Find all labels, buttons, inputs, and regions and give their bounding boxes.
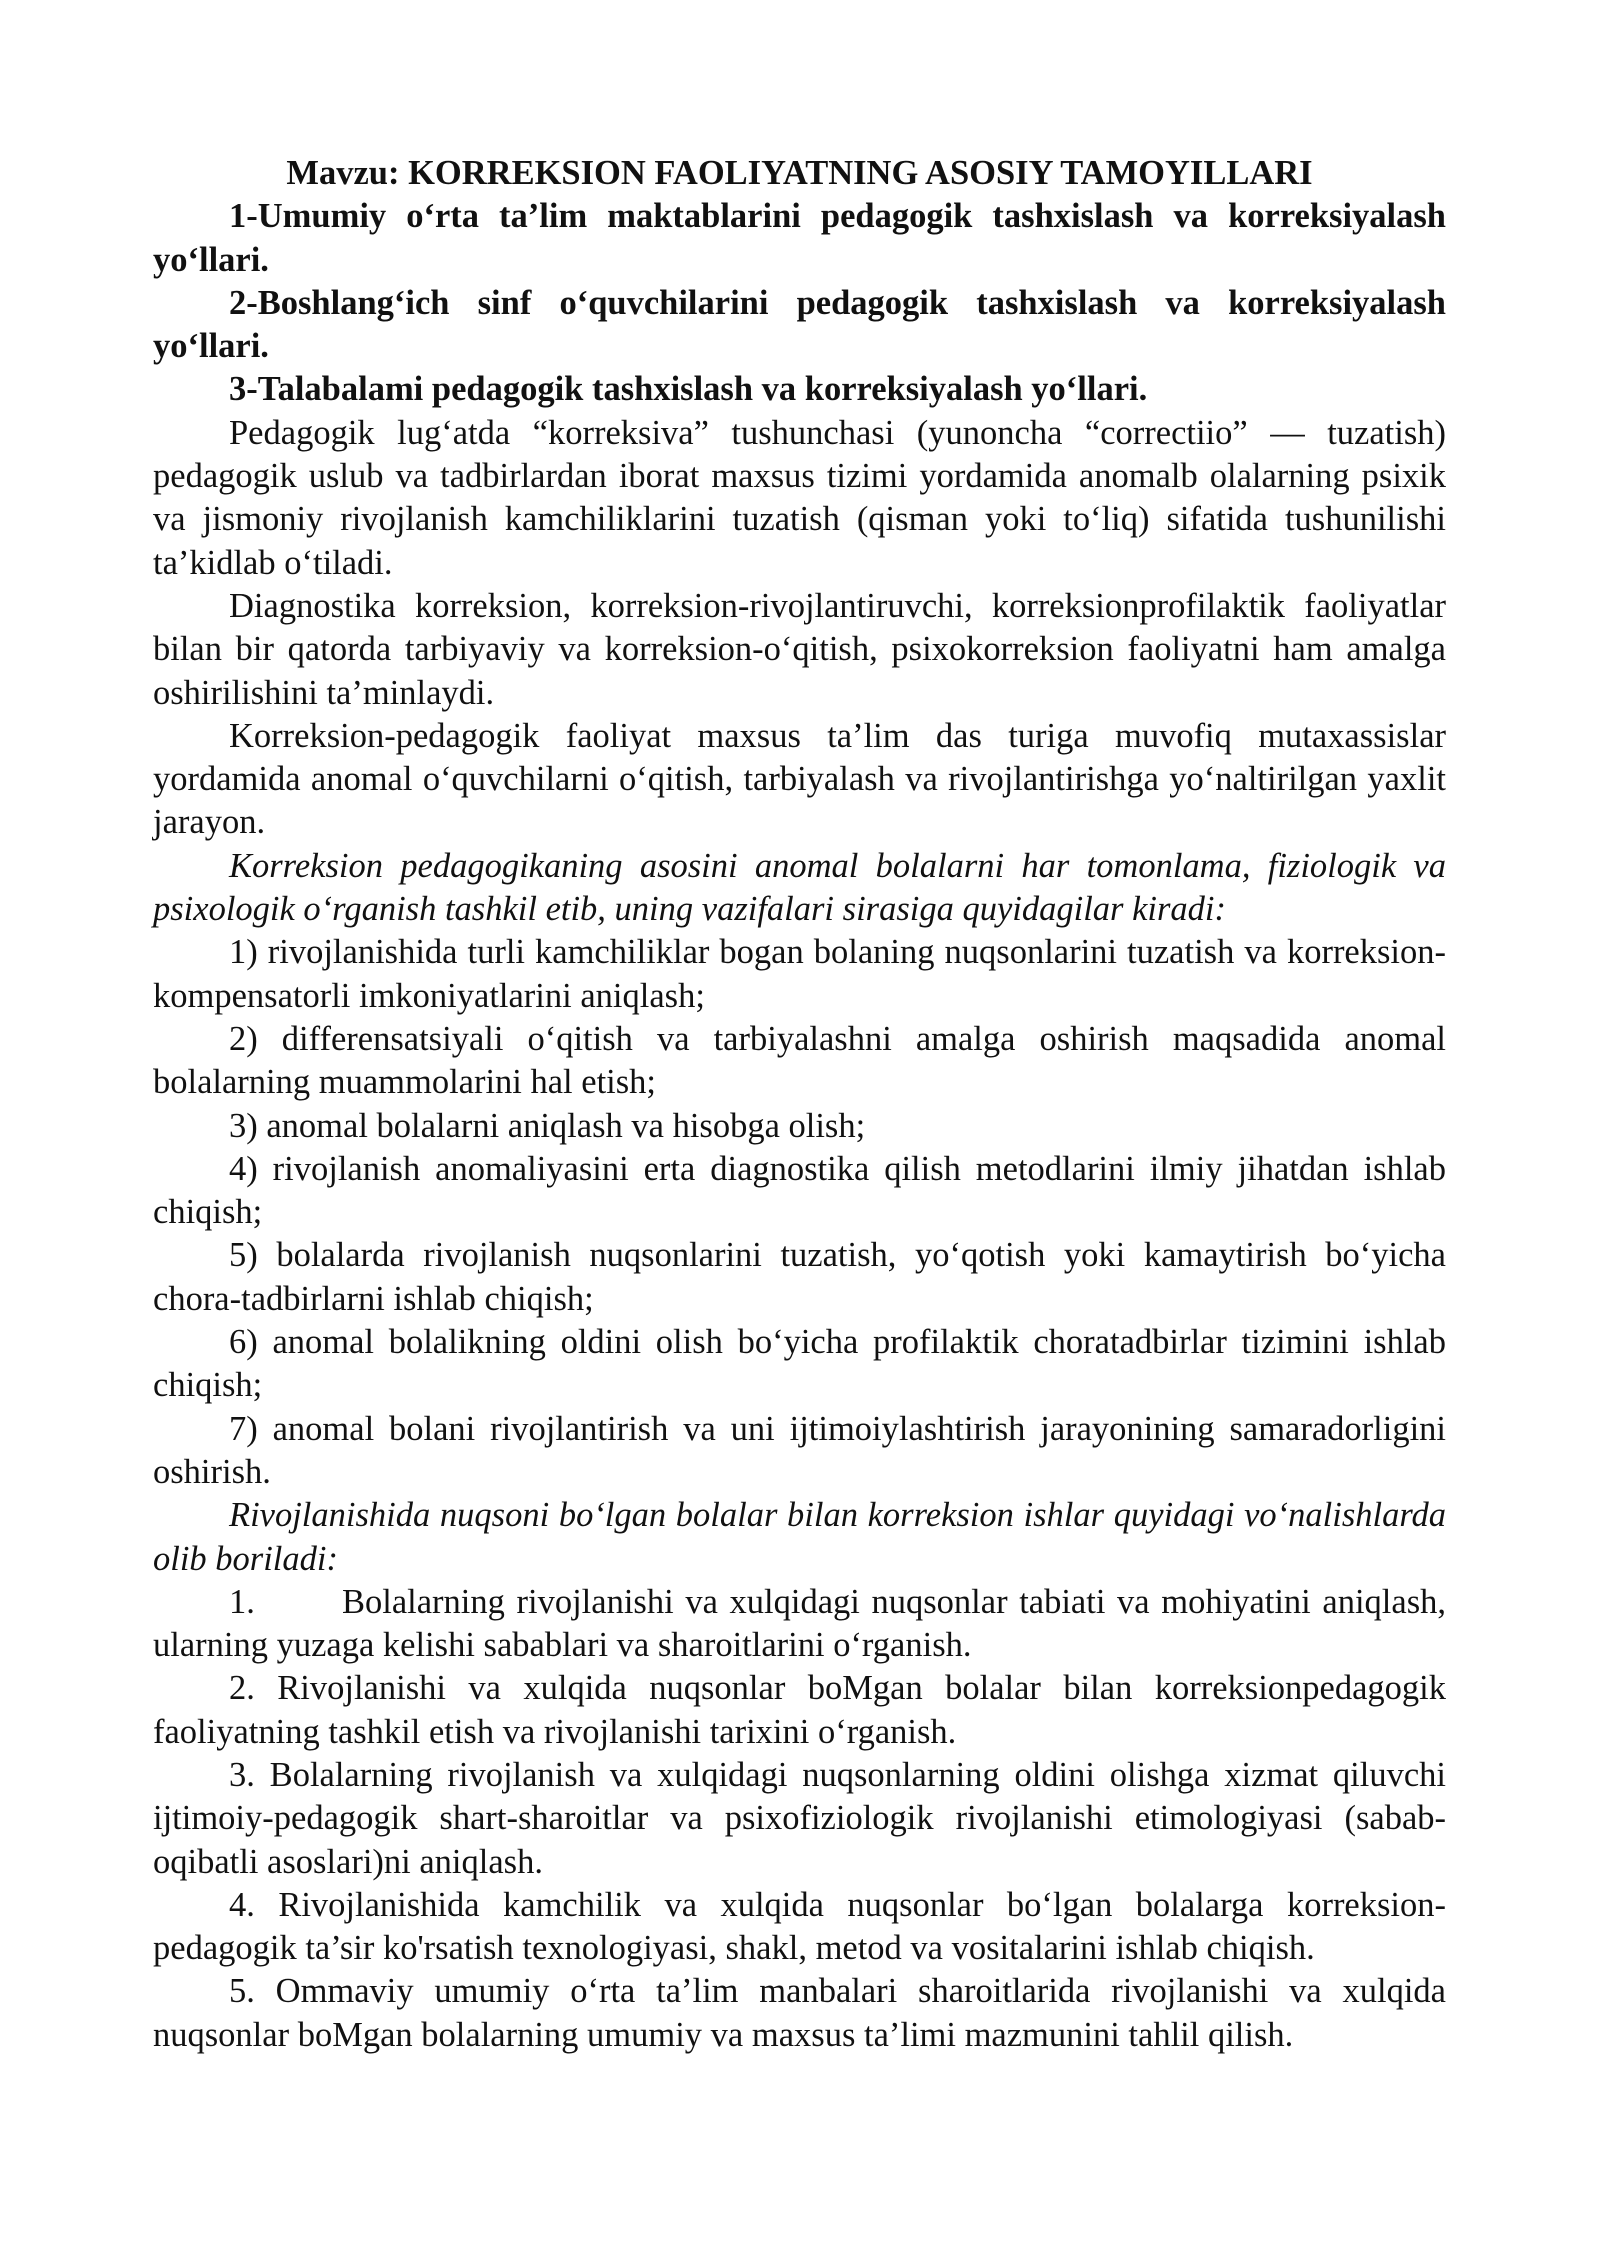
heading-3: 3-Talabalami pedagogik tashxislash va korreksiyalash yo‘llari. [229, 370, 1148, 409]
italic-intro-1: Korreksion pedagogikaning asosini anomal bolalarni har tomonlama, fiziologik va psixologik o‘rganish tashkil etib, uning vazifalari sirasiga quyidagilar kiradi: [153, 846, 1446, 929]
list-1-item: 6) anomal bolalikning oldini olish bo‘yicha profilaktik choratadbirlar tizimini ishlab chiqish; [153, 1323, 1446, 1405]
list-1-item: 5) bolalarda rivojlanish nuqsonlarini tuzatish, yo‘qotish yoki kamaytirish bo‘yicha chora-tadbirlarni ishlab chiqish; [153, 1236, 1446, 1318]
document-page [153, 152, 1446, 2057]
list-2-item: 3. Bolalarning rivojlanish va xulqidagi nuqsonlarning oldini olishga xizmat qiluvchi ijtimoiy-pedagogik shart-sharoitlar va psixofiziologik rivojlanishi etimologiyasi (sabab-oqibatli asoslari)ni aniqlash. [153, 1755, 1446, 1881]
list-2-item: 2. Rivojlanishi va xulqida nuqsonlar boMgan bolalar bilan korreksionpedagogik faoliyatning tashkil etish va rivojlanishi tarixini o‘rganish. [153, 1669, 1446, 1751]
list-1-item: 2) differensatsiyali o‘qitish va tarbiyalashni amalga oshirish maqsadida anomal bolalarning muammolarini hal etish; [153, 1019, 1446, 1102]
list-1-item: 3) anomal bolalarni aniqlash va hisobga olish; [229, 1106, 866, 1145]
paragraph-1: Pedagogik lug‘atda “korreksiva” tushunchasi (yunoncha “correctiio” — tuzatish) pedagogik uslub va tadbirlardan iborat maxsus tizimi yordamida anomalb olalarning psixik va jismoniy rivojlanish kamchiliklarini tuzatish (qisman yoki to‘liq) sifatida tushunilishi ta’kidlab o‘tiladi. [153, 413, 1446, 582]
list-1-item: 7) anomal bolani rivojlantirish va uni ijtimoiylashtirish jarayonining samaradorligini oshirish. [153, 1409, 1446, 1491]
list-2-item: 4. Rivojlanishida kamchilik va xulqida nuqsonlar bo‘lgan bolalarga korreksion-pedagogik ta’sir ko'rsatish texnologiyasi, shakl, metod va vositalarini ishlab chiqish. [153, 1885, 1446, 1968]
list-2-item-text: Bolalarning rivojlanishi va xulqidagi nuqsonlar tabiati va mohiyatini aniqlash, ularning yuzaga kelishi sabablari va sharoitlarini o‘rganish. [153, 1582, 1446, 1665]
list-2-item [153, 1581, 1446, 1668]
list-2-item: 5. Ommaviy umumiy o‘rta ta’lim manbalari sharoitlarida rivojlanishi va xulqida nuqsonlar boMgan bolalarning umumiy va maxsus ta’limi mazmunini tahlil qilish. [153, 1972, 1446, 2054]
italic-intro-2: Rivojlanishida nuqsoni bo‘lgan bolalar bilan korreksion ishlar quyidagi vo‘nalishlarda olib boriladi: [153, 1496, 1446, 1578]
paragraph-2: Diagnostika korreksion, korreksion-rivojlantiruvchi, korreksionprofilaktik faoliyatlar bilan bir qatorda tarbiyaviy va korreksion-o‘qitish, psixokorreksion faoliyatni ham amalga oshirilishini ta’minlaydi. [153, 586, 1446, 712]
document-title: Mavzu: KORREKSION FAOLIYATNING ASOSIY TAMOYILLARI [286, 154, 1313, 192]
list-2-item-number: 1. [229, 1582, 255, 1621]
list-1-item: 4) rivojlanish anomaliyasini erta diagnostika qilish metodlarini ilmiy jihatdan ishlab chiqish; [153, 1149, 1446, 1232]
heading-1: 1-Umumiy o‘rta ta’lim maktablarini pedagogik tashxislash va korreksiyalash yo‘llari. [153, 197, 1446, 279]
heading-2: 2-Boshlang‘ich sinf o‘quvchilarini pedagogik tashxislash va korreksiyalash yo‘llari. [153, 283, 1446, 366]
list-1-item: 1) rivojlanishida turli kamchiliklar bogan bolaning nuqsonlarini tuzatish va korreksion-kompensatorli imkoniyatlarini aniqlash; [153, 933, 1446, 1015]
paragraph-3: Korreksion-pedagogik faoliyat maxsus ta’lim das turiga muvofiq mutaxassislar yordamida anomal o‘quvchilarni o‘qitish, tarbiyalash va rivojlantirishga yo‘naltirilgan yaxlit jarayon. [153, 716, 1446, 842]
